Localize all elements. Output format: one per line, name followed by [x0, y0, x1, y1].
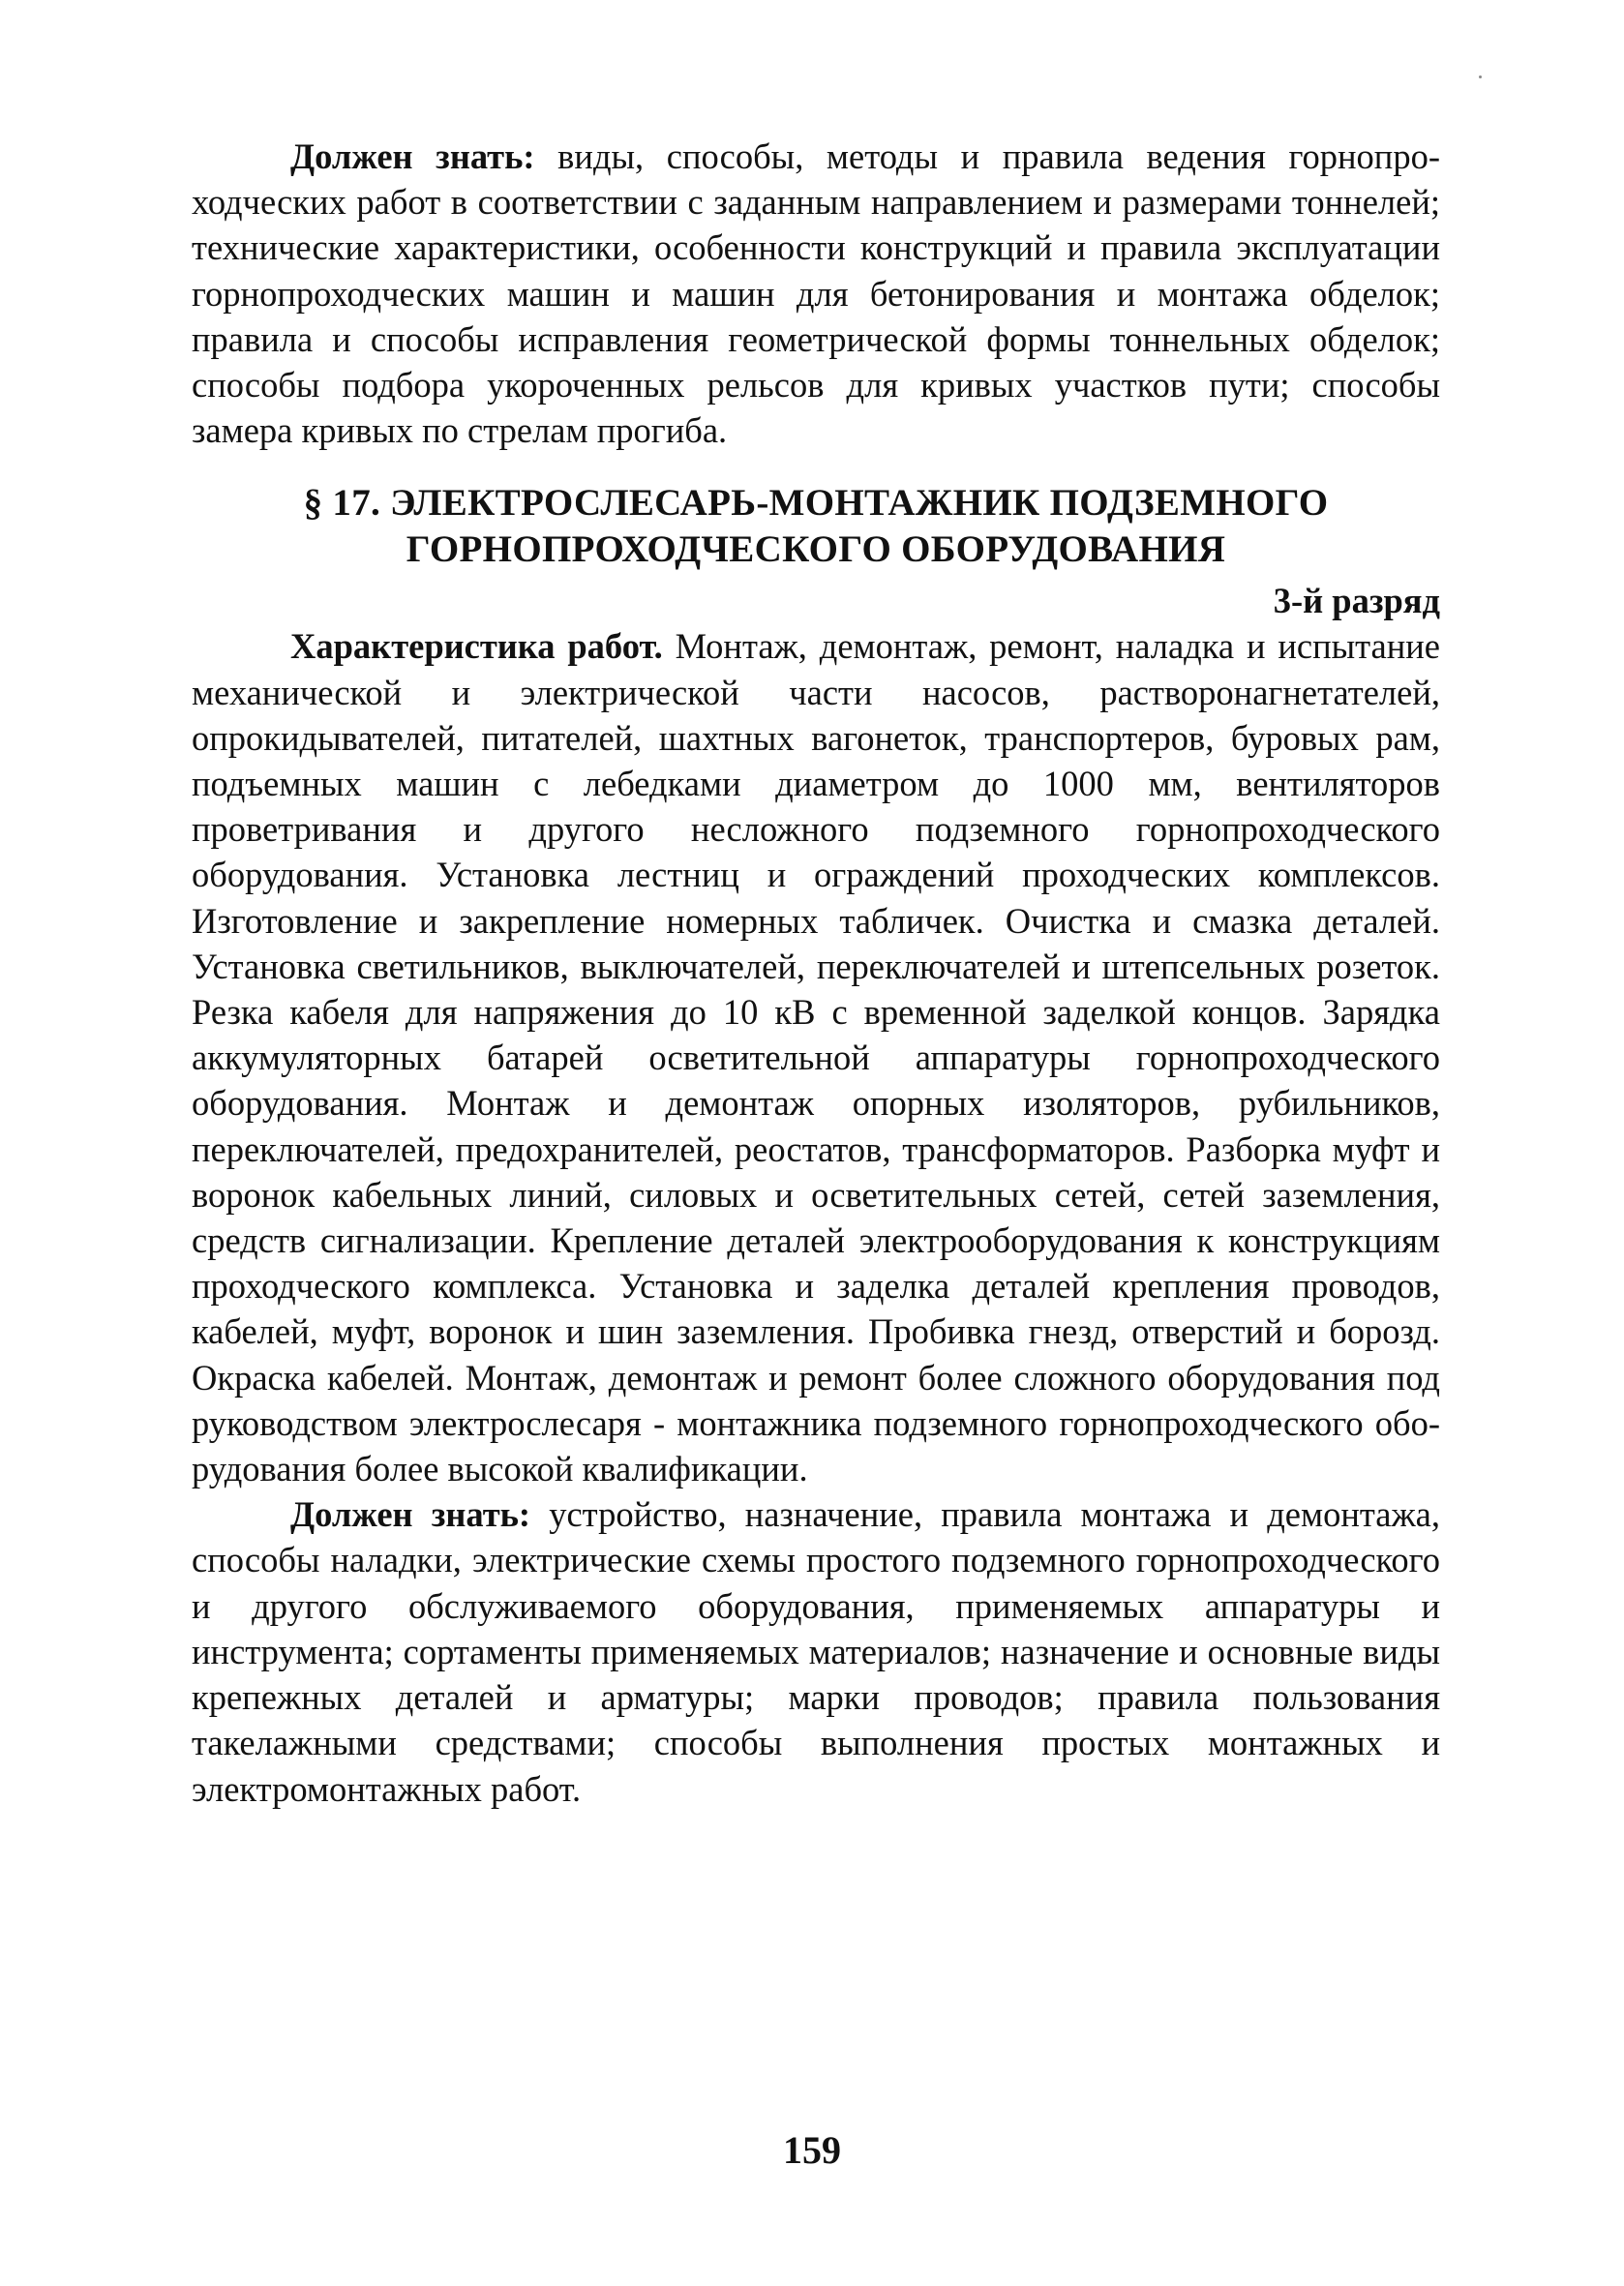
intro-text: виды, способы, методы и правила ведения горнопроходческих работ в соответствии с заданным направлением и размерами тоннелей; технические характеристики, особенности конструкций и правила эксплуатации горнопроходческих машин и машин для бетонирования и монтажа обделок; правила и способы исправления геометрической формы тоннельных обделок; способы подбора укороченных рельсов для кривых участков пути; способы замера кривых по стрелам прогиба.	[192, 136, 1440, 451]
section-title	[192, 480, 1440, 573]
scan-speck	[1479, 75, 1482, 78]
work-description-paragraph	[192, 623, 1440, 1491]
page-body	[192, 134, 1440, 1812]
must-know-text: устройство, назначение, правила монтажа и демонтажа, способы наладки, электрические схемы простого подземного горнопроходческого и другого обслуживаемого оборудования, применяемых аппаратуры и инструмента; сортаменты применяемых материалов; назначение и основные виды крепежных деталей и арматуры; марки проводов; правила пользования такелажными средствами; способы выполнения простых монтажных и электромонтажных работ.	[192, 1494, 1440, 1809]
work-description-lead: Характеристика работ.	[290, 626, 663, 667]
intro-lead: Должен знать:	[290, 136, 535, 176]
intro-paragraph	[192, 134, 1440, 453]
work-description-text: Монтаж, демонтаж, ремонт, наладка и испытание механической и электрической части насосов, растворонагнетателей, опрокидывателей, питателей, шахтных вагонеток, транспортеров, буровых рам, подъемных машин с лебедками диаметром до 1000 мм, вентиляторов проветривания и другого несложного подземного горнопроходческого оборудования. Установка лестниц и ограждений проходческих комплексов. Изготовление и закрепление номерных табличек. Очистка и смазка деталей. Установка светильников, выключателей, переключателей и штепсельных розеток. Резка кабеля для напряжения до 10 кВ с временной заделкой концов. Зарядка аккумуляторных батарей осветительной аппаратуры горнопроходческого оборудования. Монтаж и демонтаж опорных изоляторов, рубильников, переключателей, предохранителей, реостатов, трансформаторов. Разборка муфт и воронок кабельных линий, силовых и осветительных сетей, сетей заземления, средств сигнализации. Крепление деталей электрооборудования к конструкциям проходческого комплекса. Установка и заделка деталей крепления проводов, кабелей, муфт, воронок и шин заземления. Пробивка гнезд, отверстий и борозд. Окраска кабелей. Монтаж, демонтаж и ремонт более сложного оборудования под руководством электрослесаря - монтажника подземного горнопроходческого оборудования более высокой квалификации.	[192, 626, 1440, 1489]
grade-label: 3-й разряд	[1273, 581, 1440, 621]
must-know-paragraph	[192, 1491, 1440, 1811]
section-title-line-2: ГОРНОПРОХОДЧЕСКОГО ОБОРУДОВАНИЯ	[406, 528, 1226, 571]
section-title-line-1: § 17. ЭЛЕКТРОСЛЕСАРЬ-МОНТАЖНИК ПОДЗЕМНОГО	[303, 482, 1329, 525]
page-number: 159	[783, 2128, 841, 2172]
must-know-lead: Должен знать:	[290, 1494, 531, 1535]
